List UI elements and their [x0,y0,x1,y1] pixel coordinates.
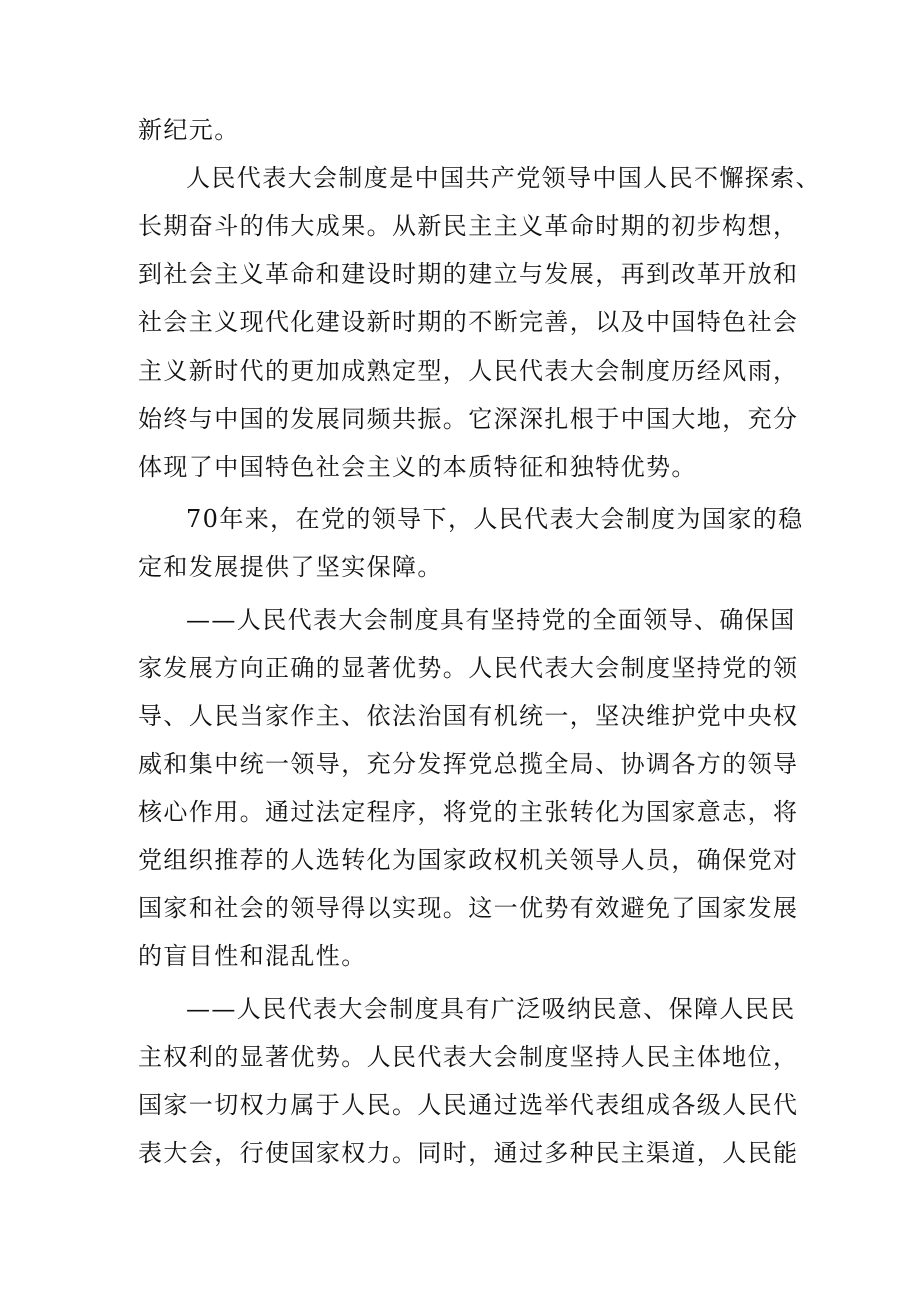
text-line: 体现了中国特色社会主义的本质特征和独特优势。 [138,453,697,481]
text-line: 始终与中国的发展同频共振。它深深扎根于中国大地，充分 [138,405,799,433]
text-line: 主权利的显著优势。人民代表大会制度坚持人民主体地位， [138,1043,799,1071]
text-line: 70年来，在党的领导下，人民代表大会制度为国家的稳 [186,505,804,533]
text-line: 表大会，行使国家权力。同时，通过多种民主渠道，人民能 [138,1139,799,1167]
text-line: 国家一切权力属于人民。人民通过选举代表组成各级人民代 [138,1091,799,1119]
text-line: ——人民代表大会制度具有坚持党的全面领导、确保国 [186,606,796,634]
text-line: 导、人民当家作主、依法治国有机统一，坚决维护党中央权 [138,702,799,730]
text-line: 的盲目性和混乱性。 [138,942,367,970]
text-line: 人民代表大会制度是中国共产党领导中国人民不懈探索、 [186,164,821,192]
text-line: 新纪元。 [138,116,240,144]
text-line: 国家和社会的领导得以实现。这一优势有效避免了国家发展 [138,894,799,922]
text-line: 党组织推荐的人选转化为国家政权机关领导人员，确保党对 [138,846,799,874]
text-line: 核心作用。通过法定程序，将党的主张转化为国家意志，将 [138,798,799,826]
text-line: 威和集中统一领导，充分发挥党总揽全局、协调各方的领导 [138,750,799,778]
text-line: 到社会主义革命和建设时期的建立与发展，再到改革开放和 [138,260,799,288]
text-line: 主义新时代的更加成熟定型，人民代表大会制度历经风雨， [138,357,799,385]
text-line: 定和发展提供了坚实保障。 [138,553,443,581]
text-line: ——人民代表大会制度具有广泛吸纳民意、保障人民民 [186,995,796,1023]
text-line: 社会主义现代化建设新时期的不断完善，以及中国特色社会 [138,308,799,336]
text-line: 家发展方向正确的显著优势。人民代表大会制度坚持党的领 [138,654,799,682]
text-line: 长期奋斗的伟大成果。从新民主主义革命时期的初步构想， [138,212,799,240]
